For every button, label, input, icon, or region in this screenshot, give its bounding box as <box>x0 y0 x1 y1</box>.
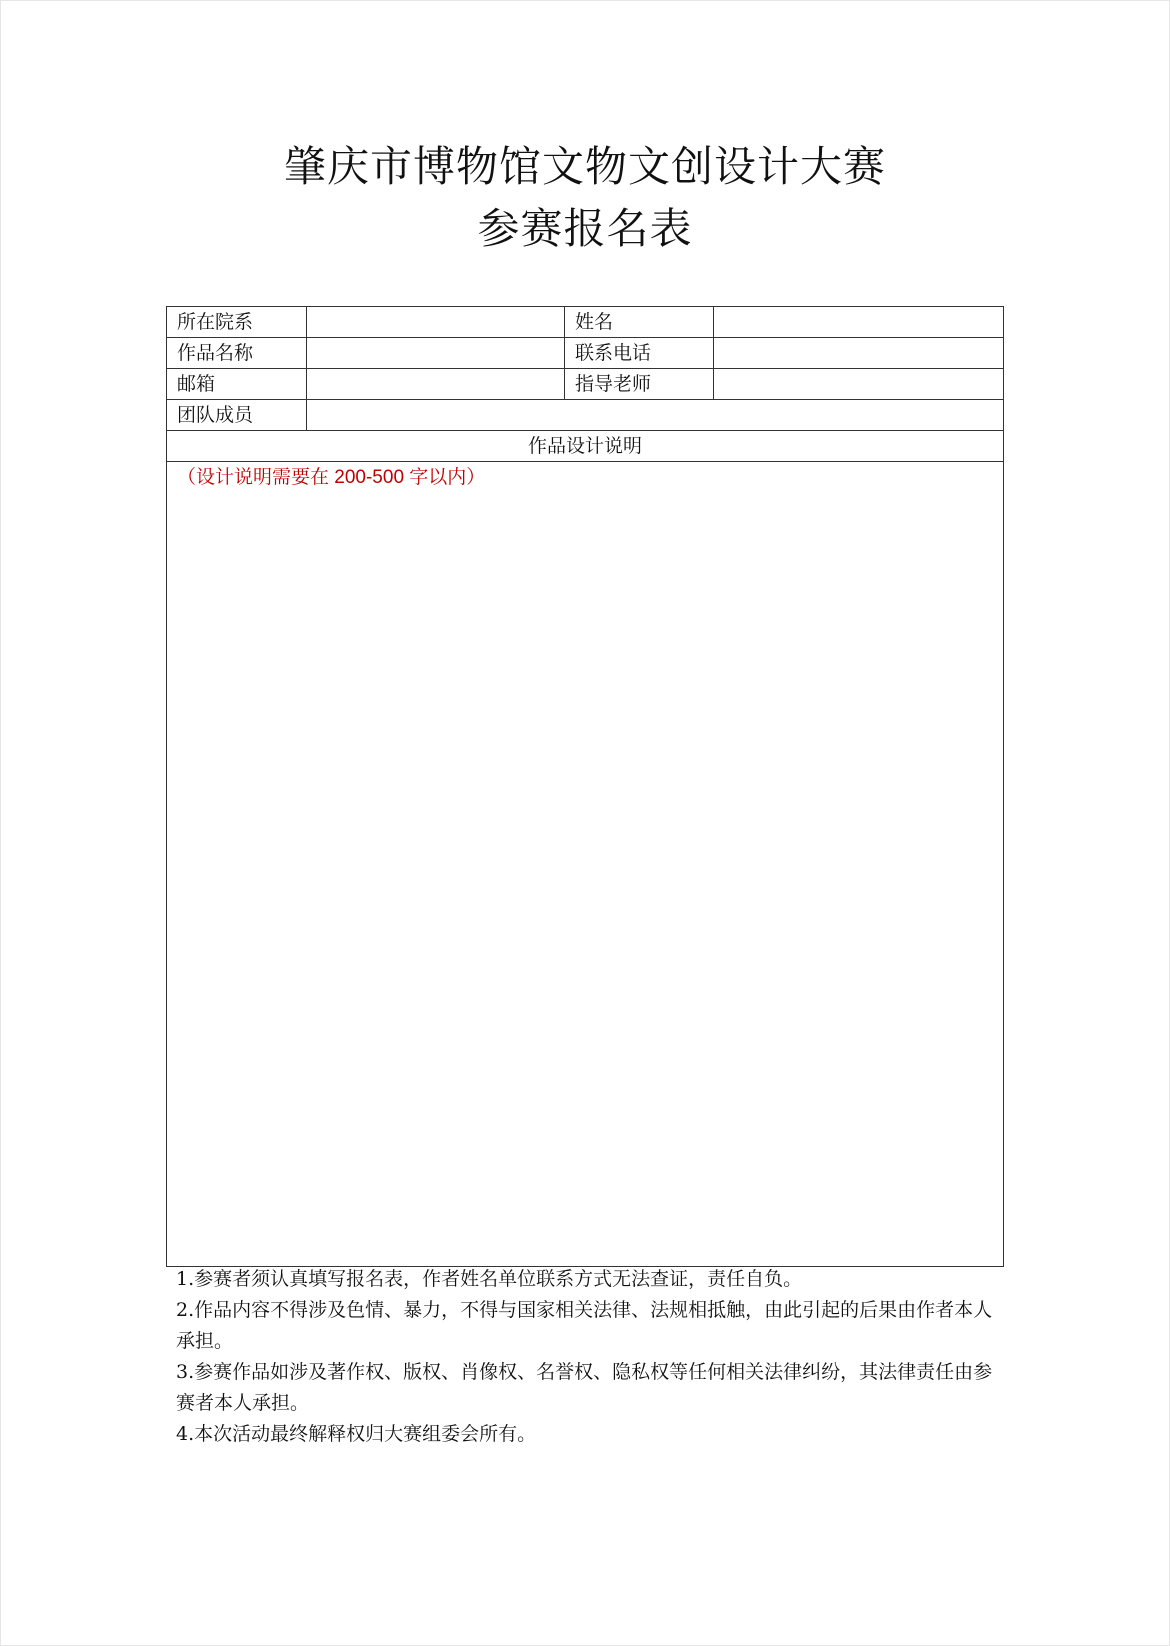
note-item: 3.参赛作品如涉及著作权、版权、肖像权、名誉权、隐私权等任何相关法律纠纷，其法律责任由参赛者本人承担。 <box>176 1361 993 1414</box>
name-field[interactable] <box>714 307 1004 338</box>
description-hint: （设计说明需要在 200-500 字以内） <box>177 467 486 488</box>
phone-field[interactable] <box>714 338 1004 369</box>
notes-list <box>176 1264 996 1450</box>
design-description-area[interactable] <box>167 462 1004 1267</box>
field-label-team-members: 团队成员 <box>167 400 307 431</box>
table-row <box>167 307 1004 338</box>
field-label-work-title: 作品名称 <box>167 338 307 369</box>
form-title: 肇庆市博物馆文物文创设计大赛 <box>283 142 886 191</box>
email-field[interactable] <box>307 369 565 400</box>
field-label-name: 姓名 <box>565 307 714 338</box>
advisor-field[interactable] <box>714 369 1004 400</box>
section-heading-design-description: 作品设计说明 <box>167 431 1004 462</box>
table-row <box>167 400 1004 431</box>
note-item: 4.本次活动最终解释权归大赛组委会所有。 <box>176 1423 537 1445</box>
field-label-department: 所在院系 <box>167 307 307 338</box>
table-row <box>167 338 1004 369</box>
field-label-advisor: 指导老师 <box>565 369 714 400</box>
note-item: 2.作品内容不得涉及色情、暴力，不得与国家相关法律、法规相抵触，由此引起的后果由作者本人承担。 <box>176 1299 993 1352</box>
table-row <box>167 431 1004 462</box>
department-field[interactable] <box>307 307 565 338</box>
registration-table <box>166 306 1004 1267</box>
work-title-field[interactable] <box>307 338 565 369</box>
field-label-phone: 联系电话 <box>565 338 714 369</box>
table-row <box>167 369 1004 400</box>
note-item: 1.参赛者须认真填写报名表，作者姓名单位联系方式无法查证，责任自负。 <box>176 1268 803 1290</box>
form-subtitle: 参赛报名表 <box>477 204 693 253</box>
field-label-email: 邮箱 <box>167 369 307 400</box>
team-members-field[interactable] <box>307 400 1004 431</box>
table-row <box>167 462 1004 1267</box>
